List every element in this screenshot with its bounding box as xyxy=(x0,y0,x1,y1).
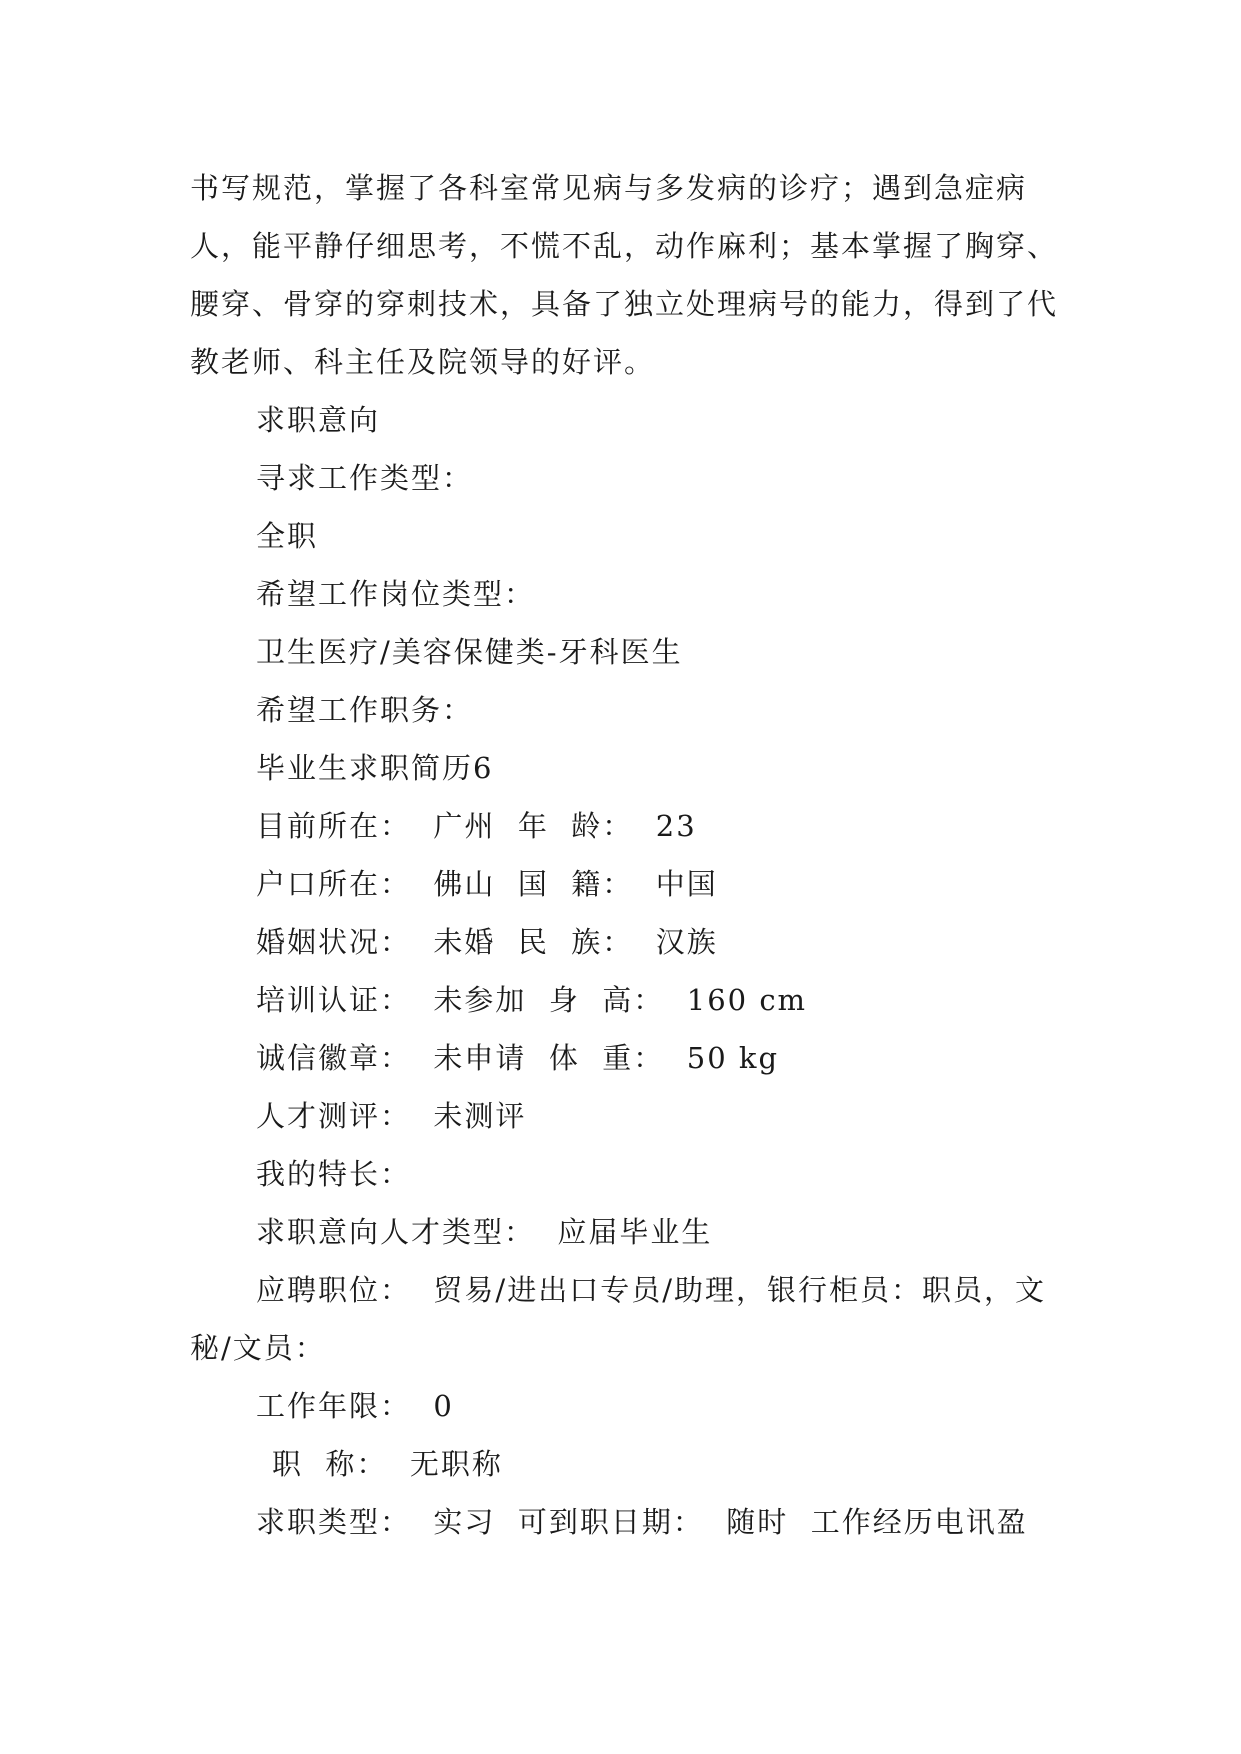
info-talent-type: 求职意向人才类型： 应届毕业生 xyxy=(256,1215,713,1249)
section-heading-job-intention: 求职意向 xyxy=(256,403,381,437)
paragraph-clinical-skills: 书写规范，掌握了各科室常见病与多发病的诊疗；遇到急症病人，能平静仔细思考，不慌不乱，动作麻利；基本掌握了胸穿、腰穿、骨穿的穿刺技术，具备了独立处理病号的能力，得到了代教老师、科主任及院领导的好评。 xyxy=(190,171,1059,379)
info-location-age: 目前所在： 广州 年 龄： 23 xyxy=(256,809,697,843)
info-applied-positions: 应聘职位： 贸易/进出口专员/助理，银行柜员：职员，文秘/文员： xyxy=(190,1273,1046,1365)
info-hukou-nationality: 户口所在： 佛山 国 籍： 中国 xyxy=(256,867,718,901)
label-specialties: 我的特长： xyxy=(256,1157,412,1191)
info-title: 职 称： 无职称 xyxy=(272,1447,503,1481)
value-position-category: 卫生医疗/美容保健类-牙科医生 xyxy=(256,635,683,669)
info-marital-ethnicity: 婚姻状况： 未婚 民 族： 汉族 xyxy=(256,925,718,959)
info-assessment: 人才测评： 未测评 xyxy=(256,1099,527,1133)
label-desired-duty: 希望工作职务： xyxy=(256,693,474,727)
document-body xyxy=(190,159,1070,1551)
label-job-type: 寻求工作类型： xyxy=(256,461,474,495)
info-job-type-availability: 求职类型： 实习 可到职日期： 随时 工作经历电讯盈 xyxy=(256,1505,1028,1539)
resume-title: 毕业生求职简历6 xyxy=(256,751,494,785)
info-badge-weight: 诚信徽章： 未申请 体 重： 50 kg xyxy=(256,1041,780,1075)
value-job-type: 全职 xyxy=(256,519,319,553)
info-training-height: 培训认证： 未参加 身 高： 160 cm xyxy=(256,983,808,1017)
label-position-category: 希望工作岗位类型： xyxy=(256,577,536,611)
info-work-years: 工作年限： 0 xyxy=(256,1389,454,1423)
